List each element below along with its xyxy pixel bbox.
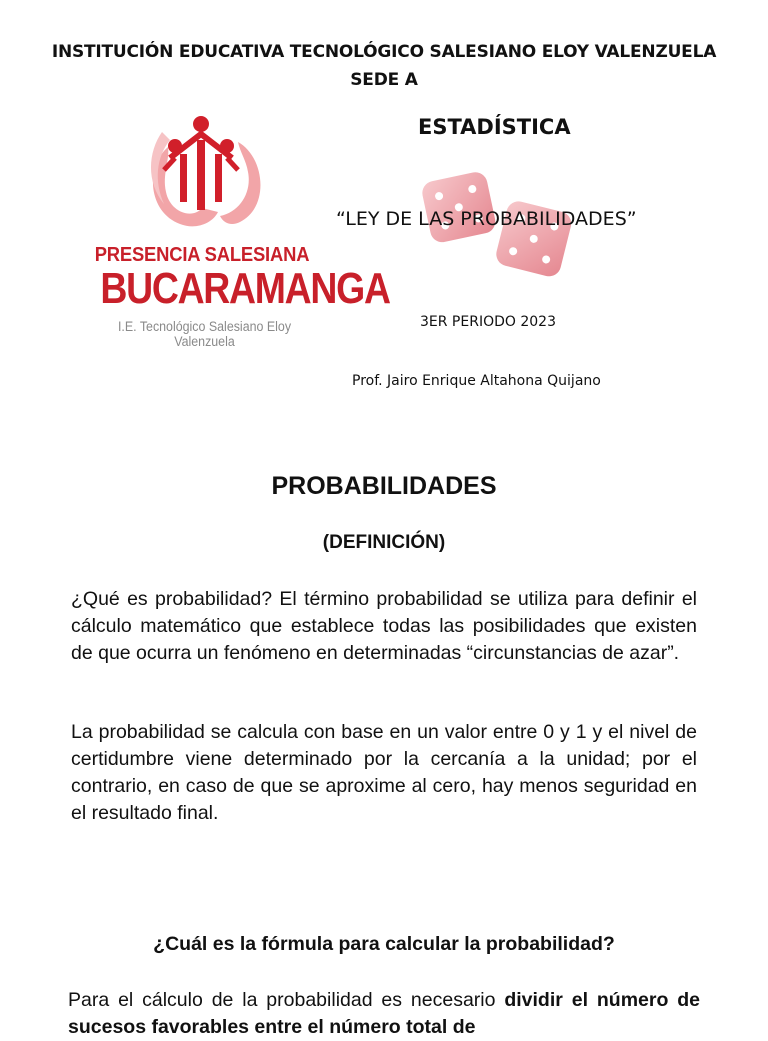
institution-campus: SEDE A bbox=[350, 70, 418, 90]
period-text: 3ER PERIODO 2023 bbox=[420, 314, 556, 330]
formula-paragraph-bold: dividir el número de sucesos favorables entre el número total de bbox=[68, 989, 701, 1038]
teacher-name: Prof. Jairo Enrique Altahona Quijano bbox=[352, 373, 601, 389]
formula-question-heading: ¿Cuál es la fórmula para calcular la probabilidad? bbox=[153, 933, 615, 955]
section-subheading: (DEFINICIÓN) bbox=[322, 532, 446, 553]
institution-name: INSTITUCIÓN EDUCATIVA TECNOLÓGICO SALESIANO ELOY VALENZUELA bbox=[51, 42, 717, 62]
logo-city-text: BUCARAMANGA bbox=[100, 264, 390, 313]
formula-paragraph bbox=[68, 987, 700, 1041]
formula-paragraph-text: Para el cálculo de la probabilidad es necesario bbox=[68, 989, 505, 1011]
value-range-paragraph: La probabilidad se calcula con base en un valor entre 0 y 1 y el nivel de certidumbre viene determinado por la cercanía a la unidad; por el contrario, en caso de que se aproxime al cero, hay menos seguridad en el resultado final. bbox=[71, 721, 697, 824]
definition-paragraph: ¿Qué es probabilidad? El término probabilidad se utiliza para definir el cálculo matemático que establece todas las posibilidades que existen de que ocurra un fenómeno en determinadas “circunstancias de azar”. bbox=[71, 588, 697, 664]
subject-title: ESTADÍSTICA bbox=[418, 115, 571, 139]
topic-title: “LEY DE LAS PROBABILIDADES” bbox=[336, 208, 637, 230]
salesian-emblem-icon bbox=[140, 112, 270, 242]
section-heading: PROBABILIDADES bbox=[271, 472, 497, 500]
school-logo bbox=[82, 112, 390, 349]
logo-presencia-text: PRESENCIA SALESIANA bbox=[94, 244, 310, 266]
logo-school-text: I.E. Tecnológico Salesiano Eloy Valenzuela bbox=[117, 319, 292, 349]
